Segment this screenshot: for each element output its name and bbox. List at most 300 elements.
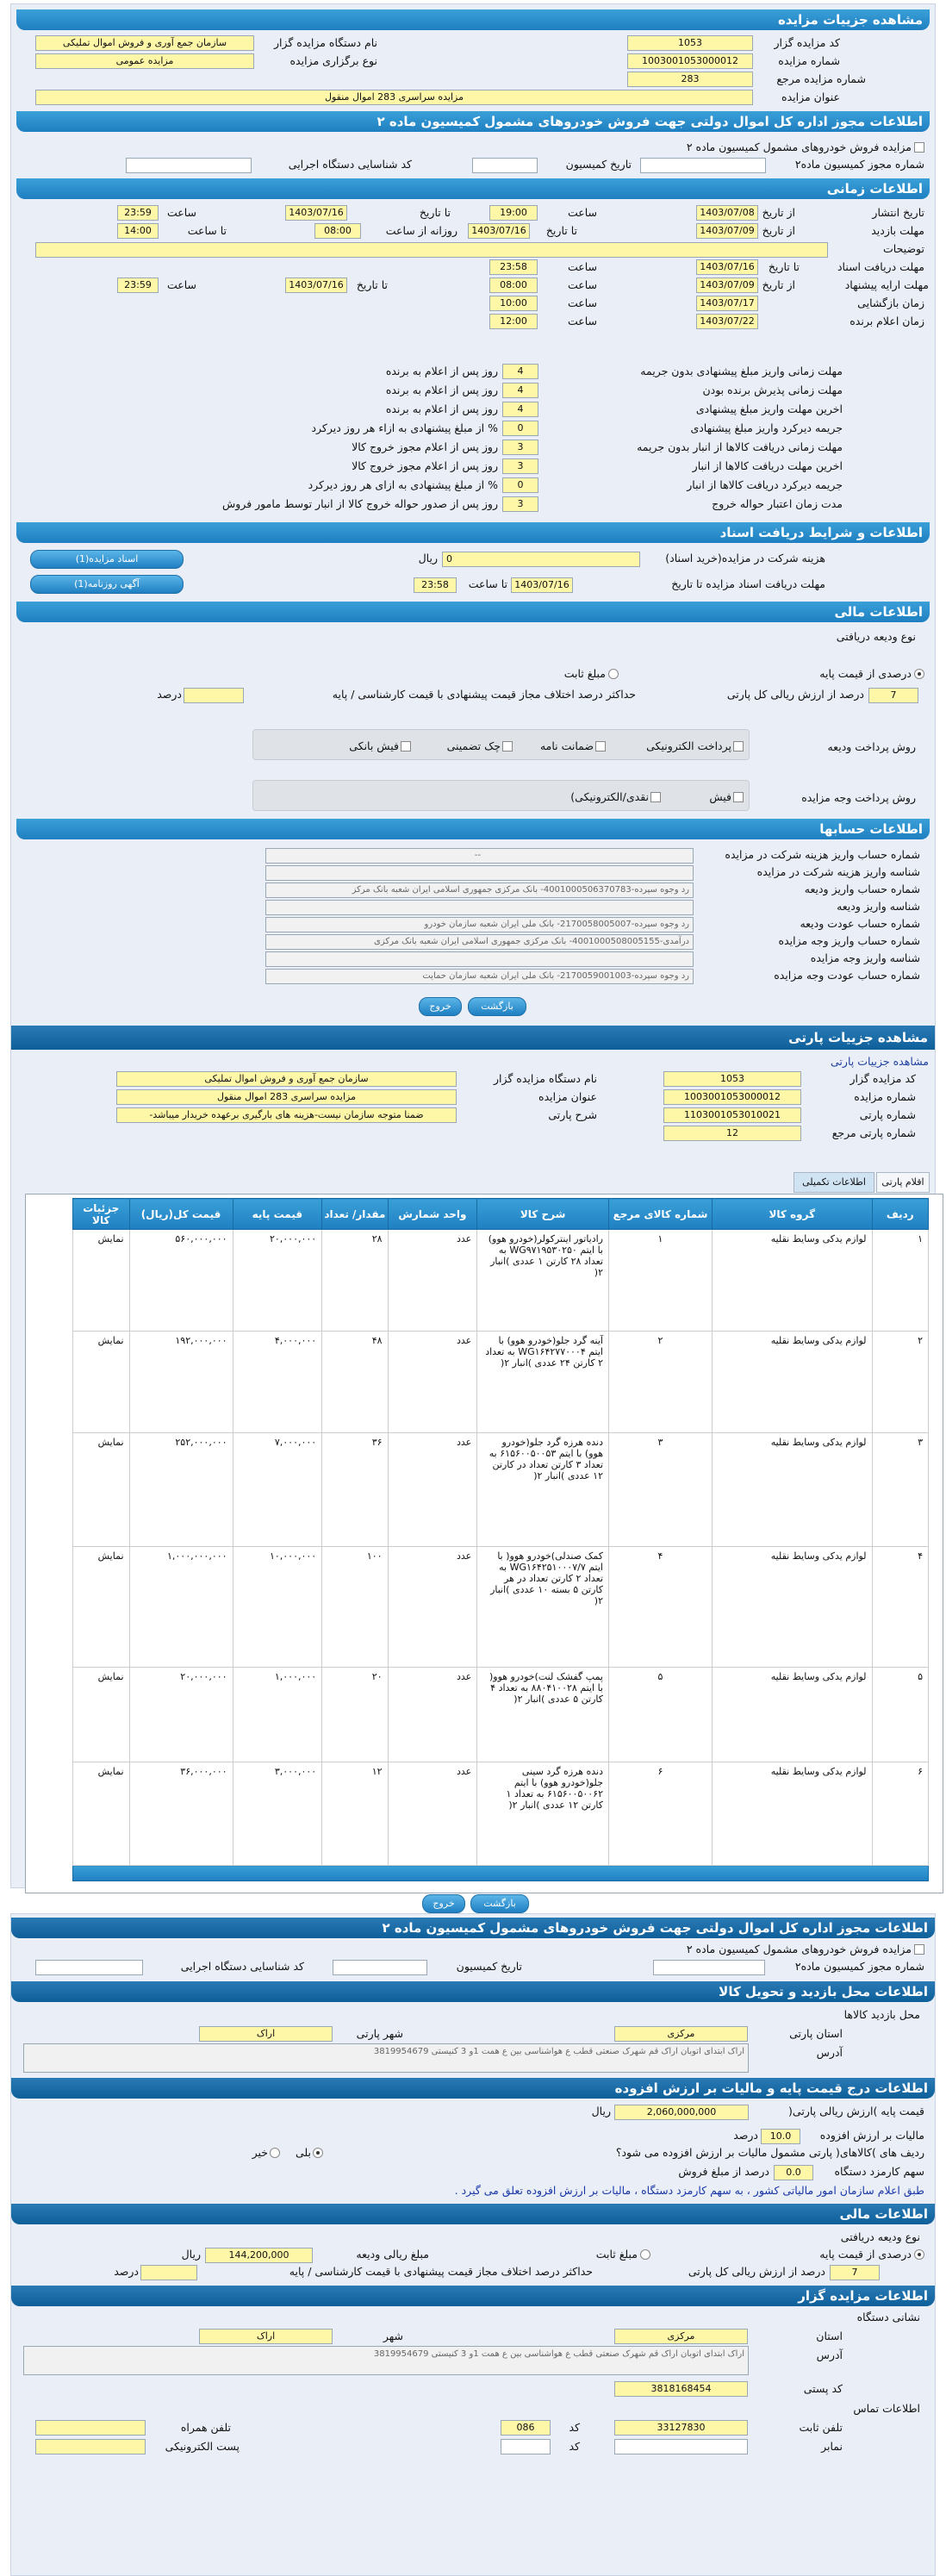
- table-footer-bar: [73, 1866, 929, 1881]
- permit-number-field: [640, 158, 766, 173]
- offer-deadline-label: مهلت ارایه پیشنهاد: [844, 278, 929, 291]
- account-label-3: شماره حساب واریز ودیعه: [804, 883, 920, 895]
- time-label-5: ساعت: [166, 278, 196, 291]
- account-value-2: [265, 865, 694, 881]
- bank-slip-checkbox[interactable]: [401, 741, 411, 752]
- table-row: [73, 1762, 929, 1866]
- cell-ref-no: ۳: [609, 1433, 713, 1547]
- p2-permit-label: شماره مجوز کمیسیون ماده۲: [794, 1960, 924, 1973]
- visit-from-field: 1403/07/09: [696, 223, 758, 239]
- p2-commission-header: اطلاعات مجوز اداره کل اموال دولتی جهت فروش خودروهای مشمول کمیسیون ماده ۲: [11, 1918, 935, 1938]
- cell-desc: رادیاتور اینترکولر(خودرو هوو) با ایتم WG۹۷۱۹۵۳۰۲۵۰ به تعداد ۲۸ کارتن ۱ عددی )انبار ۲(: [477, 1230, 609, 1332]
- p2-contact-label: اطلاعات تماس: [853, 2402, 920, 2415]
- org-field: سازمان جمع آوری و فروش اموال تملیکی: [35, 35, 254, 51]
- deadline-unit-7: % از مبلغ پیشنهادی به ازای هر روز دیرکرد: [308, 478, 498, 491]
- cell-group: لوازم یدکی وسایط نقلیه: [713, 1547, 873, 1668]
- party-details-header: مشاهده جزییات پارتی: [11, 1026, 935, 1050]
- p2-address2-label: آدرس: [816, 2348, 843, 2361]
- account-value-8: رد وجوه سپرده-2170059001003- بانک ملی ایران شعبه سازمان حمایت: [265, 969, 694, 984]
- cell-row: ۱: [872, 1230, 928, 1332]
- announce-date: 1403/07/22: [696, 314, 758, 329]
- to-time-label: تا ساعت: [187, 224, 227, 237]
- opening-date: 1403/07/17: [696, 296, 758, 311]
- p2-commission-label: مزایده فروش خودروهای مشمول کمیسیون ماده ۲: [686, 1943, 912, 1955]
- col-base-price: قیمت پایه: [233, 1199, 322, 1230]
- deadline-unit-2: روز پس از اعلام به برنده: [385, 384, 498, 396]
- p2-percent-field: 7: [830, 2265, 880, 2280]
- p2-email-label: پست الکترونیکی: [165, 2440, 240, 2453]
- table-row: [73, 1433, 929, 1547]
- col-row: ردیف: [872, 1199, 928, 1230]
- col-qty: مقدار/ تعداد: [322, 1199, 388, 1230]
- p2-deposit-amount-field: 144,200,000: [205, 2248, 313, 2263]
- party-subject-field: مزایده سراسری 283 اموال منقول: [116, 1089, 457, 1105]
- deposit-percent-radio[interactable]: [914, 669, 924, 679]
- p2-max-diff-label: حداکثر درصد اختلاف مجاز قیمت پیشنهادی با قیمت کارشناسی / پایه: [289, 2265, 593, 2278]
- p2-email-field: [35, 2439, 146, 2454]
- deposit-percent-field: 7: [868, 688, 918, 703]
- p2-base-price-field: 2,060,000,000: [614, 2105, 749, 2120]
- party-number-label: شماره مزایده: [854, 1090, 916, 1103]
- epay-checkbox[interactable]: [733, 741, 744, 752]
- col-group: گروه کالا: [713, 1199, 873, 1230]
- p2-max-diff-field: [140, 2265, 197, 2280]
- auction-details-header: مشاهده جزییات مزایده: [16, 9, 930, 30]
- p2-postal-field: 3818168454: [614, 2381, 748, 2397]
- p2-fax-code-field: [501, 2439, 551, 2454]
- p2-vat-note: طبق اعلام سازمان امور مالیاتی کشور ، به سهم کارمزد دستگاه ، مالیات بر ارزش افزوده تعلق می گیرد .: [454, 2184, 924, 2197]
- time-label-6: ساعت: [567, 296, 597, 309]
- description-field: [35, 242, 828, 258]
- number-label: شماره مزایده: [778, 54, 840, 67]
- code-label: کد مزایده گزار: [774, 36, 840, 49]
- tab-party-items[interactable]: اقلام پارتی: [876, 1172, 930, 1193]
- max-diff-field: [184, 688, 244, 703]
- cell-details-link[interactable]: نمایش: [73, 1668, 130, 1762]
- visit-label: مهلت بازدید: [871, 224, 924, 237]
- account-value-6: درآمدی-4001000508005155- بانک مرکزی جمهوری اسلامی ایران شعبه بانک مرکزی: [265, 934, 694, 950]
- description-label: توضیحات: [883, 242, 924, 255]
- p2-financial-header: اطلاعات مالی: [11, 2204, 935, 2224]
- p2-fax-field: [614, 2439, 748, 2454]
- doc-receive-time: 23:58: [414, 577, 457, 593]
- account-label-7: شناسه واریز وجه مزایده: [810, 951, 920, 964]
- cash-checkbox[interactable]: [650, 792, 661, 802]
- offer-from-field: 1403/07/09: [696, 278, 758, 293]
- p2-vat-yes-radio[interactable]: [313, 2148, 323, 2158]
- p2-province-field: مرکزی: [614, 2026, 748, 2042]
- p2-vat-percent: درصد: [733, 2129, 758, 2142]
- p2-vat-no-label: خیر: [252, 2146, 268, 2159]
- p2-address-label: آدرس: [816, 2046, 843, 2059]
- docs-deadline-label: مهلت دریافت اسناد: [837, 260, 924, 273]
- cell-qty: ۲۰: [322, 1668, 388, 1762]
- cell-qty: ۴۸: [322, 1332, 388, 1433]
- table-row: [73, 1547, 929, 1668]
- cell-unit: عدد: [388, 1332, 477, 1433]
- fish-label: فیش: [709, 790, 731, 803]
- to-date-label-2: تا تاریخ: [545, 224, 577, 237]
- cell-details-link[interactable]: نمایش: [73, 1332, 130, 1433]
- offer-to-field: 1403/07/16: [285, 278, 347, 293]
- cell-ref-no: ۱: [609, 1230, 713, 1332]
- table-exit-button[interactable]: خروج: [422, 1894, 465, 1913]
- commission-date-field: [472, 158, 538, 173]
- account-label-8: شماره حساب عودت وجه مزایده: [774, 969, 920, 982]
- cell-details-link[interactable]: نمایش: [73, 1230, 130, 1332]
- subject-label: عنوان مزایده: [781, 90, 840, 103]
- party-code-field: 1053: [663, 1071, 801, 1087]
- cell-ref-no: ۴: [609, 1547, 713, 1668]
- party-ref-field: 12: [663, 1126, 801, 1141]
- from-date-label-2: از تاریخ: [762, 224, 795, 237]
- deadline-label-5: مهلت زمانی دریافت کالاها از انبار بدون جریمه: [637, 440, 843, 453]
- items-table: [72, 1198, 929, 1881]
- cell-base-price: ۱۰,۰۰۰,۰۰۰: [233, 1547, 322, 1668]
- cell-details-link[interactable]: نمایش: [73, 1433, 130, 1547]
- doc-receive-date: 1403/07/16: [511, 577, 573, 593]
- cell-qty: ۱۲: [322, 1762, 388, 1866]
- publish-from-field: 1403/07/08: [696, 205, 758, 221]
- back-button[interactable]: بازگشت: [468, 997, 526, 1016]
- deadline-value-2: 4: [502, 383, 538, 398]
- offer-to-time: 23:59: [117, 278, 159, 293]
- account-value-5: رد وجوه سپرده-2170058005007- بانک ملی ایران شعبه سازمان خودرو: [265, 917, 694, 932]
- announce-time: 12:00: [489, 314, 538, 329]
- party-desc-label: شرح پارتی: [548, 1108, 597, 1121]
- ref-number-field: 283: [627, 72, 753, 87]
- guarantee-checkbox[interactable]: [595, 741, 606, 752]
- commission-checkbox-label: مزایده فروش خودروهای مشمول کمیسیون ماده ۲: [686, 140, 912, 153]
- doc-receive-time-label: تا ساعت: [468, 577, 507, 590]
- doc-cost-field: 0: [442, 552, 640, 567]
- publish-label: تاریخ انتشار: [872, 206, 924, 219]
- p2-tel-code-field: 086: [501, 2420, 551, 2436]
- party-desc-field: ضمنا متوجه سازمان نیست-هزینه های بارگیری برعهده خریدار میباشد-: [116, 1107, 457, 1123]
- p2-vat-yes-label: بلی: [295, 2146, 311, 2159]
- account-label-2: شناسه واریز هزینه شرکت در مزایده: [756, 865, 920, 878]
- p2-province2-field: مرکزی: [614, 2329, 748, 2344]
- cell-qty: ۲۸: [322, 1230, 388, 1332]
- accounts-header: اطلاعات حسابها: [16, 819, 930, 839]
- ref-number-label: شماره مزایده مرجع: [776, 72, 866, 85]
- announce-label: زمان اعلام برنده: [850, 315, 924, 327]
- cell-total-price: ۱۹۲,۰۰۰,۰۰۰: [129, 1332, 233, 1433]
- cell-row: ۵: [872, 1668, 928, 1762]
- table-back-button[interactable]: بازگشت: [470, 1894, 529, 1913]
- publish-to-field: 1403/07/16: [285, 205, 347, 221]
- col-unit: واحد شمارش: [388, 1199, 477, 1230]
- exit-button[interactable]: خروج: [419, 997, 462, 1016]
- deadline-label-7: جریمه دیرکرد دریافت کالاها از انبار: [687, 478, 843, 491]
- deadline-value-7: 0: [502, 477, 538, 493]
- price-methods-box: [252, 780, 750, 811]
- cell-base-price: ۱,۰۰۰,۰۰۰: [233, 1668, 322, 1762]
- cell-total-price: ۵۶۰,۰۰۰,۰۰۰: [129, 1230, 233, 1332]
- deadline-label-3: اخرین مهلت واریز مبلغ پیشنهادی: [695, 402, 843, 415]
- col-total-price: قیمت کل(ریال): [129, 1199, 233, 1230]
- account-value-1: --: [265, 848, 694, 864]
- time-label-7: ساعت: [567, 315, 597, 327]
- to-date-label: تا تاریخ: [419, 206, 451, 219]
- items-table-header: [73, 1199, 929, 1230]
- p2-deposit-rial: ریال: [181, 2248, 201, 2261]
- cell-base-price: ۴,۰۰۰,۰۰۰: [233, 1332, 322, 1433]
- cell-total-price: ۲۰,۰۰۰,۰۰۰: [129, 1668, 233, 1762]
- p2-province2-label: استان: [816, 2330, 843, 2342]
- holding-type-label: نوع برگزاری مزایده: [289, 54, 377, 67]
- deadline-label-8: مدت زمان اعتبار حواله خروج: [712, 497, 843, 510]
- epay-label: پرداخت الکترونیکی: [646, 739, 731, 752]
- price-method-label: روش پرداخت وجه مزایده: [801, 791, 916, 804]
- from-date-label: از تاریخ: [762, 206, 795, 219]
- table-footer: [73, 1866, 929, 1881]
- p2-percent-label: درصدی از قیمت پایه: [819, 2248, 912, 2261]
- p2-org-header: اطلاعات مزایده گزار: [11, 2286, 935, 2306]
- cell-row: ۳: [872, 1433, 928, 1547]
- cell-base-price: ۲۰,۰۰۰,۰۰۰: [233, 1230, 322, 1332]
- newspaper-ad-button[interactable]: آگهی روزنامه(1): [30, 575, 184, 594]
- commission-permit-header: اطلاعات مجوز اداره کل اموال دولتی جهت فروش خودروهای مشمول کمیسیون ماده ۲: [16, 111, 930, 132]
- party-id-label: شماره پارتی: [859, 1108, 916, 1121]
- cell-desc: آینه گرد جلو(خودرو هوو) با ایتم WG۱۶۴۲۷۷۰۰۰۴ به تعداد ۲ کارتن ۲۴ عددی )انبار ۲(: [477, 1332, 609, 1433]
- bank-slip-label: فیش بانکی: [349, 739, 399, 752]
- number-field: 1003001053000012: [627, 53, 753, 69]
- party-extra-panel: [10, 1913, 936, 2576]
- account-label-5: شماره حساب عودت ودیعه: [800, 917, 920, 930]
- cell-row: ۶: [872, 1762, 928, 1866]
- p2-postal-label: کد پستی: [803, 2382, 843, 2395]
- deadline-value-5: 3: [502, 440, 538, 455]
- p2-tel-field: 33127830: [614, 2420, 748, 2436]
- p2-tel-label: تلفن ثابت: [799, 2421, 843, 2434]
- p2-vat-label: مالیات بر ارزش افزوده: [819, 2129, 924, 2142]
- docs-time: 23:58: [489, 259, 538, 275]
- cash-label: نقدی/الکترونیکی): [570, 790, 649, 803]
- party-org-label: نام دستگاه مزایده گزار: [493, 1072, 597, 1085]
- party-subject-label: عنوان مزایده: [538, 1090, 597, 1103]
- guarantee-label: ضمانت نامه: [539, 739, 594, 752]
- p2-exec-id-field: [35, 1960, 143, 1975]
- cell-unit: عدد: [388, 1668, 477, 1762]
- p2-exec-id-label: کد شناسایی دستگاه اجرایی: [180, 1960, 304, 1973]
- account-label-1: شماره حساب واریز هزینه شرکت در مزایده: [725, 848, 920, 861]
- subject-field: مزایده سراسری 283 اموال منقول: [35, 90, 753, 105]
- cell-ref-no: ۶: [609, 1762, 713, 1866]
- p2-share-label: سهم کارمزد دستگاه: [834, 2165, 924, 2178]
- deadline-unit-6: روز پس از اعلام مجوز خروج کالا: [352, 459, 498, 472]
- p2-province-label: استان پارتی: [789, 2027, 843, 2040]
- deadline-unit-1: روز پس از اعلام به برنده: [385, 365, 498, 377]
- cell-total-price: ۱,۰۰۰,۰۰۰,۰۰۰: [129, 1547, 233, 1668]
- cell-qty: ۳۶: [322, 1433, 388, 1547]
- to-date-label-3: تا تاریخ: [768, 260, 800, 273]
- cell-desc: دنده هرزه گرد جلو(خودرو هوو) با ایتم ۶۱۵۶۰۰۵۰۰۵۳ به تعداد ۳ کارتن تعداد در کارتن ۱۲ عددی )انبار ۲(: [477, 1433, 609, 1547]
- cell-unit: عدد: [388, 1433, 477, 1547]
- deposit-method-label: روش پرداخت ودیعه: [827, 740, 916, 753]
- exec-id-label: کد شناسایی دستگاه اجرایی: [288, 158, 412, 171]
- cell-group: لوازم یدکی وسایط نقلیه: [713, 1762, 873, 1866]
- p2-address-section-label: نشانی دستگاه: [856, 2311, 920, 2323]
- party-id-field: 1103001053010021: [663, 1107, 801, 1123]
- deadline-unit-3: روز پس از اعلام به برنده: [385, 402, 498, 415]
- cell-group: لوازم یدکی وسایط نقلیه: [713, 1332, 873, 1433]
- cell-details-link[interactable]: نمایش: [73, 1547, 130, 1668]
- commission-checkbox[interactable]: [914, 142, 924, 153]
- account-label-4: شناسه واریز ودیعه: [837, 900, 920, 913]
- time-label: ساعت: [567, 206, 597, 219]
- doc-receive-label: مهلت دریافت اسناد مزایده تا تاریخ: [671, 577, 825, 590]
- cell-row: ۲: [872, 1332, 928, 1433]
- deadline-label-1: مهلت زمانی واریز مبلغ پیشنهادی بدون جریمه: [640, 365, 843, 377]
- cell-total-price: ۳۶,۰۰۰,۰۰۰: [129, 1762, 233, 1866]
- p2-address2-field: اراک ابتدای اتوبان اراک قم شهرک صنعتی قطب ع هواشناسی بین ع همت 1و 3 کنیستی 3819954679: [23, 2346, 749, 2375]
- p2-base-price-label: قیمت پایه )ارزش ریالی پارتی(: [788, 2105, 924, 2118]
- auction-documents-button[interactable]: اسناد مزایده(1): [30, 550, 184, 569]
- cell-unit: عدد: [388, 1762, 477, 1866]
- opening-label: زمان بازگشایی: [857, 296, 924, 309]
- cell-group: لوازم یدکی وسایط نقلیه: [713, 1230, 873, 1332]
- table-row: [73, 1230, 929, 1332]
- cell-desc: پمپ گفشک لنت)خودرو هوو( با ایتم ۸۸۰۴۱۰۰۲۸ به تعداد ۴ کارتن ۵ عددی )انبار ۲(: [477, 1668, 609, 1762]
- commission-date-label: تاریخ کمیسیون: [565, 158, 632, 171]
- deadline-unit-4: % از مبلغ پیشنهادی به ازاء هر روز دیرکرد: [311, 421, 498, 434]
- visit-time-to: 14:00: [117, 223, 159, 239]
- deposit-fixed-radio[interactable]: [608, 669, 619, 679]
- cell-row: ۴: [872, 1547, 928, 1668]
- cell-group: لوازم یدکی وسایط نقلیه: [713, 1433, 873, 1547]
- cell-ref-no: ۵: [609, 1668, 713, 1762]
- deadline-label-2: مهلت زمانی پذیرش برنده بودن: [702, 384, 843, 396]
- time-label-2: ساعت: [166, 206, 196, 219]
- p2-mobile-label: تلفن همراه: [180, 2421, 231, 2434]
- publish-from-time: 19:00: [489, 205, 538, 221]
- cell-desc: کمک صندلی)خودرو هوو( با ایتم WG۱۶۴۲۵۱۰۰۰۷/۷ به تعداد ۲ کارتن تعداد در هر کارتن ۵ بسته ۱۰ عددی )انبار ۲(: [477, 1547, 609, 1668]
- deadline-value-4: 0: [502, 421, 538, 436]
- p2-vat-field: 10.0: [761, 2129, 800, 2144]
- account-value-4: [265, 900, 694, 915]
- account-label-6: شماره حساب واریز وجه مزایده: [778, 934, 920, 947]
- col-desc: شرح کالا: [477, 1199, 609, 1230]
- cell-desc: دنده هرزه گرد سینی جلو(خودرو هوو) با ایتم ۶۱۵۶۰۰۵۰۰۶۲ به تعداد ۱ کارتن ۱۲ عددی )انبار ۲(: [477, 1762, 609, 1866]
- documents-header: اطلاعات و شرایط دریافت اسناد: [16, 522, 930, 543]
- p2-city2-field: اراک: [199, 2329, 333, 2344]
- tab-technical-info[interactable]: اطلاعات تکمیلی: [794, 1172, 874, 1193]
- deadline-unit-5: روز پس از اعلام مجوز خروج کالا: [352, 440, 498, 453]
- org-label: نام دستگاه مزایده گزار: [273, 36, 377, 49]
- p2-fax-label: نمابر: [821, 2440, 843, 2453]
- fish-checkbox[interactable]: [733, 792, 744, 802]
- deposit-percent-label: درصدی از قیمت پایه: [819, 667, 912, 680]
- cell-base-price: ۷,۰۰۰,۰۰۰: [233, 1433, 322, 1547]
- account-value-3: رد وجوه سپرده-4001000506370783- بانک مرکزی جمهوری اسلامی ایران شعبه بانک مرکز: [265, 883, 694, 898]
- from-date-label-4: از تاریخ: [762, 278, 795, 291]
- time-label-4: ساعت: [567, 278, 597, 291]
- deadline-value-6: 3: [502, 458, 538, 474]
- cell-total-price: ۲۵۲,۰۰۰,۰۰۰: [129, 1433, 233, 1547]
- visit-to-field: 1403/07/16: [468, 223, 530, 239]
- p2-deposit-amount-label: مبلغ ریالی ودیعه: [356, 2248, 429, 2261]
- cell-ref-no: ۲: [609, 1332, 713, 1433]
- rial-label: ریال: [418, 552, 438, 564]
- publish-to-time: 23:59: [117, 205, 159, 221]
- to-date-label-4: تا تاریخ: [356, 278, 388, 291]
- party-org-field: سازمان جمع آوری و فروش اموال تملیکی: [116, 1071, 457, 1087]
- cell-unit: عدد: [388, 1547, 477, 1668]
- opening-time: 10:00: [489, 296, 538, 311]
- p2-fax-code-label: کد: [569, 2440, 580, 2453]
- p2-city-label: شهر پارتی: [356, 2027, 403, 2040]
- exec-id-field: [126, 158, 252, 173]
- p2-visit-label: محل بازدید کالاها: [843, 2008, 920, 2021]
- party-code-label: کد مزایده گزار: [850, 1072, 916, 1085]
- party-details-link[interactable]: مشاهده جزییات پارتی: [831, 1055, 929, 1068]
- col-details: جزئیات کالا: [73, 1199, 130, 1230]
- time-label-3: ساعت: [567, 260, 597, 273]
- p2-date-field: [333, 1960, 427, 1975]
- cell-base-price: ۳,۰۰۰,۰۰۰: [233, 1762, 322, 1866]
- permit-number-label: شماره مجوز کمیسیون ماده۲: [794, 158, 924, 171]
- p2-percent-word: درصد: [114, 2265, 139, 2278]
- daily-from-label: روزانه از ساعت: [385, 224, 457, 237]
- cell-group: لوازم یدکی وسایط نقلیه: [713, 1668, 873, 1762]
- p2-mobile-field: [35, 2420, 146, 2436]
- p2-percent-unit: درصد از ارزش ریالی کل پارتی: [688, 2265, 825, 2278]
- account-value-7: [265, 951, 694, 967]
- p2-tel-code-label: کد: [569, 2421, 580, 2434]
- deadline-value-1: 4: [502, 364, 538, 379]
- p2-price-header: اطلاعات درج قیمت پایه و مالیات بر ارزش افزوده: [11, 2078, 935, 2099]
- cell-qty: ۱۰۰: [322, 1547, 388, 1668]
- timing-header: اطلاعات زمانی: [16, 178, 930, 199]
- cell-details-link[interactable]: نمایش: [73, 1762, 130, 1866]
- col-ref-no: شماره کالای مرجع: [609, 1199, 713, 1230]
- party-number-field: 1003001053000012: [663, 1089, 801, 1105]
- deposit-type-label: نوع ودیعه دریافتی: [836, 630, 916, 643]
- p2-vat-no-radio[interactable]: [270, 2148, 280, 2158]
- max-diff-label: حداکثر درصد اختلاف مجاز قیمت پیشنهادی با قیمت کارشناسی / پایه: [332, 688, 636, 701]
- party-ref-label: شماره پارتی مرجع: [831, 1126, 916, 1139]
- p2-commission-checkbox[interactable]: [914, 1944, 924, 1955]
- p2-city2-label: شهر: [383, 2330, 403, 2342]
- doc-cost-label: هزینه شرکت در مزایده(خرید اسناد): [665, 552, 825, 564]
- financial-header: اطلاعات مالی: [16, 602, 930, 622]
- deposit-fixed-label: مبلغ ثابت: [563, 667, 606, 680]
- p2-vat-question: ردیف های )کالاهای( پارتی مشمول مالیات بر ارزش افزوده می شود؟: [615, 2146, 924, 2159]
- deadline-unit-8: روز پس از صدور حواله خروج کالا از انبار توسط مامور فروش: [222, 497, 498, 510]
- docs-to-field: 1403/07/16: [696, 259, 758, 275]
- p2-fixed-radio[interactable]: [640, 2249, 650, 2260]
- deadline-label-4: جریمه دیرکرد واریز مبلغ پیشنهادی: [690, 421, 843, 434]
- visit-time-from: 08:00: [314, 223, 361, 239]
- p2-city-field: اراک: [199, 2026, 333, 2042]
- p2-percent-radio[interactable]: [914, 2249, 924, 2260]
- cell-unit: عدد: [388, 1230, 477, 1332]
- p2-date-label: تاریخ کمیسیون: [456, 1960, 522, 1973]
- p2-fixed-label: مبلغ ثابت: [595, 2248, 638, 2261]
- holding-type-field: مزایده عمومی: [35, 53, 254, 69]
- p2-rial-label: ریال: [591, 2105, 611, 2118]
- p2-permit-field: [653, 1960, 765, 1975]
- percent-word: درصد: [157, 688, 182, 701]
- check-label: چک تضمینی: [446, 739, 501, 752]
- deadline-value-8: 3: [502, 496, 538, 512]
- code-field: 1053: [627, 35, 753, 51]
- deadline-value-3: 4: [502, 402, 538, 417]
- check-checkbox[interactable]: [502, 741, 513, 752]
- table-row: [73, 1332, 929, 1433]
- table-row: [73, 1668, 929, 1762]
